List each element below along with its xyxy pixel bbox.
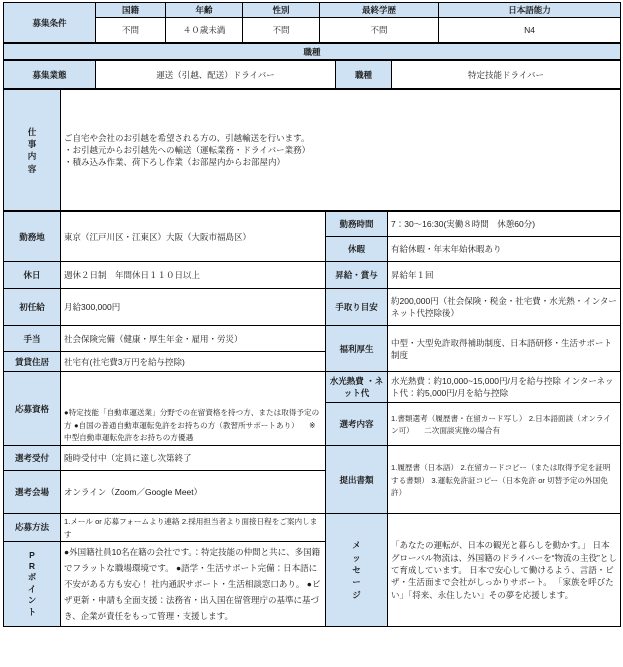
pr-points-line-1: ●語学・生活サポート完備：日本語に不安がある方も安心！ 社内通訳サポート・生活相談窓口あり。 [64, 562, 318, 589]
starting-salary-value: 月給300,000円 [61, 289, 326, 326]
value-education: 不問 [320, 18, 439, 43]
documents-line-0: 1.履歴書（日本語） [391, 463, 459, 473]
message-line-1: 日本グローバル物流は、外国籍のドライバーを“物流の主役”として育成しています。 [391, 540, 617, 575]
conditions-table [3, 211, 621, 627]
utilities-label [326, 372, 388, 403]
work-hours-value: 7：30～16:30(実働８時間 休憩60分) [388, 212, 621, 237]
qualifications-line-1: ●自国の普通自動車運転免許をお持ちの方（教習所サポートあり） [73, 420, 299, 430]
utilities-line-0: 水光熱費：約10,000~15,000円/月を給与控除 [391, 376, 561, 386]
recruit-conditions-value-row [4, 18, 621, 43]
documents-label: 提出書類 [326, 446, 388, 514]
starting-salary-label: 初任給 [4, 289, 61, 326]
vacation-value: 有給休暇・年末年始休暇あり [388, 237, 621, 262]
occupation-band-table [3, 43, 621, 60]
allowance-value: 社会保険完備（健康・厚生年金・雇用・労災） [61, 326, 326, 352]
header-age: 年齢 [166, 3, 243, 18]
takehome-value: 約200,000円（社会保険・税金・社宅費・水光熱・インターネット代控除後） [388, 289, 621, 326]
documents-value [388, 446, 621, 514]
raise-bonus-value: 昇給年１回 [388, 262, 621, 289]
value-age: ４０歳未満 [166, 18, 243, 43]
header-education: 最終学歴 [320, 3, 439, 18]
job-description-row [4, 90, 621, 211]
job-description-value [61, 90, 621, 211]
job-type-label: 職種 [336, 61, 392, 89]
header-gender: 性別 [243, 3, 320, 18]
job-description-line-2: ・積み込み作業、荷下ろし作業（お部屋内からお部屋内） [64, 157, 286, 168]
job-description-line-1: ・お引越元からお引越先への輸送（運転業務・ドライバー業務） [64, 145, 311, 156]
selection-content-label: 選考内容 [326, 403, 388, 446]
qualifications-line-0: ●特定技能「自動車運送業」分野での在留資格を持つ方、または取得予定の方 [64, 408, 320, 430]
welfare-value: 中型・大型免許取得補助制度、日本語研修・生活サポート制度 [388, 326, 621, 372]
message-label-char-0: メ [352, 540, 361, 551]
holiday-row [4, 262, 621, 289]
pr-points-label-char-4: ン [27, 595, 37, 606]
business-type-value: 運送（引越、配送）ドライバー [96, 61, 336, 89]
job-description-table [3, 89, 621, 211]
housing-value: 社宅有(社宅費3万円を給与控除) [61, 352, 326, 372]
message-value [388, 514, 621, 627]
selection-content-line-0: 1.書類選考（履歴書・在留カード写し） [391, 414, 527, 423]
how-to-apply-line-0: 1.メール or 応募フォームより連絡 [64, 517, 180, 527]
business-type-table [3, 60, 621, 89]
value-nationality: 不問 [96, 18, 166, 43]
recruit-conditions-table [3, 2, 621, 43]
job-description-label-char-3: 容 [27, 163, 37, 174]
utilities-row [4, 372, 621, 403]
job-description-label [4, 90, 61, 211]
work-location-label: 勤務地 [4, 212, 61, 262]
recruit-conditions-label: 募集条件 [4, 3, 96, 43]
message-line-3: 「家族を呼びたい」「将来、永住したい」その夢を応援します。 [391, 577, 614, 600]
message-line-2: 日本で安心して働けるよう、言語・ビザ・生活面まで会社がしっかりサポート。 [391, 564, 614, 588]
holiday-value: 週休２日制 年間休日１１０日以上 [61, 262, 326, 289]
recruit-conditions-header-row [4, 3, 621, 18]
utilities-label-line-1: ・ネット代 [343, 376, 384, 399]
job-type-value: 特定技能ドライバー [392, 61, 621, 89]
allowance-label: 手当 [4, 326, 61, 352]
selection-content-value [388, 403, 621, 446]
business-type-row [4, 61, 621, 89]
pr-points-label-char-2: ポ [27, 572, 37, 583]
documents-line-1: 2.在留カードコピー（または取得予定を証明する書類） [391, 463, 611, 485]
selection-venue-label: 選考会場 [4, 471, 61, 514]
selection-content-line-1: 2.日本語面談（オンライン可） [391, 414, 611, 436]
work-hours-label: 勤務時間 [326, 212, 388, 237]
takehome-label: 手取り目安 [326, 289, 388, 326]
utilities-value [388, 372, 621, 403]
pr-points-line-0: ●外国籍社員10名在籍の会社です。：特定技能の仲間と共に、多国籍でフラットな職場環境です。 [64, 546, 321, 573]
message-label-char-2: セ [352, 564, 361, 575]
job-description-label-char-0: 仕 [27, 126, 37, 137]
utilities-label-line-0: 水光熱費 [329, 376, 364, 386]
business-type-label: 募集業態 [4, 61, 96, 89]
allowance-row [4, 326, 621, 352]
value-gender: 不問 [243, 18, 320, 43]
how-to-apply-label: 応募方法 [4, 514, 61, 542]
welfare-label: 福利厚生 [326, 326, 388, 372]
job-description-label-char-1: 事 [27, 139, 37, 149]
utilities-line-1: インターネット代：約5,000円/月を給与控除 [391, 376, 614, 399]
holiday-label: 休日 [4, 262, 61, 289]
message-label-char-4: ジ [352, 589, 361, 600]
value-japanese-level: N4 [439, 18, 621, 43]
work-location-value: 東京（江戸川区・江東区）大阪（大阪市福島区） [61, 212, 326, 262]
job-description-line-0: ご自宅や会社のお引越を希望される方の、引越輸送を行います。 [64, 132, 310, 143]
housing-label: 賃貸住居 [4, 352, 61, 372]
message-label-char-1: ッ [352, 552, 361, 563]
header-nationality: 国籍 [96, 3, 166, 18]
occupation-band-label: 職種 [4, 44, 621, 60]
pr-points-label [4, 541, 61, 626]
qualifications-label: 応募資格 [4, 372, 61, 446]
message-label [326, 514, 388, 627]
message-line-0: 「あなたの運転が、日本の観光と暮らしを動かす。」 [391, 540, 591, 551]
selection-reception-row [4, 446, 621, 471]
selection-reception-label: 選考受付 [4, 446, 61, 471]
occupation-band-row [4, 44, 621, 60]
pr-points-label-char-3: イ [27, 583, 37, 594]
how-to-apply-line-1: 2.採用担当者より面接日程をご案内します [64, 517, 318, 539]
qualifications-value [61, 372, 326, 446]
selection-venue-value: オンライン（Zoom／Google Meet） [61, 471, 326, 514]
pr-points-label-char-1: R [28, 561, 36, 571]
message-label-char-3: ー [352, 577, 361, 588]
raise-bonus-label: 昇給・賞与 [326, 262, 388, 289]
job-description-label-char-2: 内 [27, 151, 37, 162]
pr-points-label-char-0: P [29, 549, 35, 560]
vacation-label: 休暇 [326, 237, 388, 262]
pr-points-label-char-5: ト [27, 606, 37, 617]
work-location-row [4, 212, 621, 237]
selection-reception-value: 随時受付中（定員に達し次第終了 [61, 446, 326, 471]
pr-points-value [61, 541, 326, 626]
pr-points-line-2: ●ビザ更新・申請も全面支援：法務省・出入国在留管理庁の基準に基づき、企業が責任をもって管理・支援します。 [64, 578, 321, 622]
selection-content-line-2: 二次面談実施の場合有 [424, 426, 501, 436]
qualifications-line-2: ※中型自動車運転免許をお持ちの方優遇 [64, 420, 316, 442]
how-to-apply-value [61, 514, 326, 542]
starting-salary-row [4, 289, 621, 326]
how-to-apply-row [4, 514, 621, 542]
header-japanese-level: 日本語能力 [439, 3, 621, 18]
documents-line-2: 3.運転免許証コピー（日本免許 or 切替予定の外国免許） [391, 475, 608, 497]
